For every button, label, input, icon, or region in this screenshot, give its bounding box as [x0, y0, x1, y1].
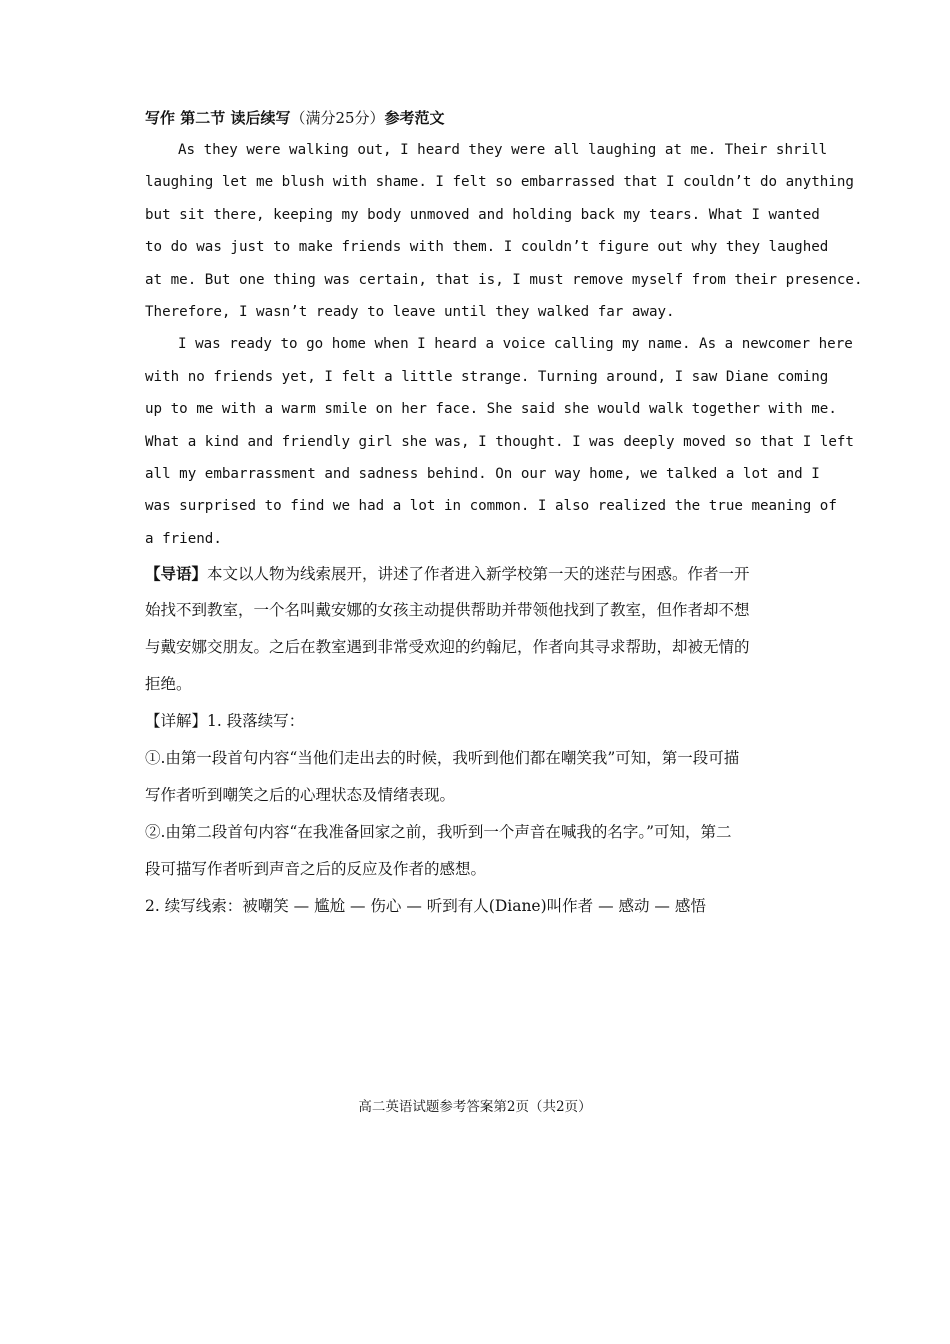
- guide-text: 本文以人物为线索展开，讲述了作者进入新学校第一天的迷茫与困惑。作者一开: [207, 565, 750, 584]
- section-title: [145, 108, 855, 128]
- essay-p1-line: laughing let me blush with shame. I felt so embarrassed that I couldn’t do anything: [145, 174, 854, 191]
- essay-p2-line: What a kind and friendly girl she was, I thought. I was deeply moved so that I left: [145, 433, 854, 450]
- details-line: 写作者听到嘲笑之后的心理状态及情绪表现。: [145, 786, 456, 805]
- essay-p2-line: a friend.: [145, 530, 222, 547]
- model-essay: [145, 134, 863, 555]
- document-body: [145, 108, 863, 925]
- guide-line: [145, 555, 855, 592]
- essay-p2-line: was surprised to find we had a lot in common. I also realized the true meaning of: [145, 498, 837, 515]
- page-footer: 高二英语试题参考答案第2页（共2页）: [358, 1099, 592, 1115]
- notes-section: [145, 555, 855, 925]
- guide-line: 拒绝。: [145, 675, 192, 694]
- guide-line: 始找不到教室，一个名叫戴安娜的女孩主动提供帮助并带领他找到了教室，但作者却不想: [145, 601, 750, 620]
- essay-p1-line: at me. But one thing was certain, that is, I must remove myself from their presence.: [145, 271, 863, 288]
- details-label: 【详解】: [145, 712, 208, 731]
- guide-line: 与戴安娜交朋友。之后在教室遇到非常受欢迎的约翰尼，作者向其寻求帮助，却被无情的: [145, 638, 750, 657]
- essay-p2-line: I was ready to go home when I heard a voice calling my name. As a newcomer here: [178, 336, 853, 353]
- essay-p1-line: but sit there, keeping my body unmoved and holding back my tears. What I wanted: [145, 206, 820, 223]
- details-line: 2. 续写线索：被嘲笑 — 尴尬 — 伤心 — 听到有人(Diane)叫作者 — 感动 — 感悟: [145, 897, 706, 916]
- essay-p2-line: with no friends yet, I felt a little strange. Turning around, I saw Diane coming: [145, 368, 829, 385]
- details-line: ①.由第一段首句内容“当他们走出去的时候，我听到他们都在嘲笑我”可知，第一段可描: [145, 749, 740, 768]
- details-heading: [145, 703, 855, 740]
- essay-p2-line: up to me with a warm smile on her face. She said she would walk together with me.: [145, 401, 837, 418]
- details-line: ②.由第二段首句内容“在我准备回家之前，我听到一个声音在喊我的名字。”可知，第二: [145, 823, 732, 842]
- essay-p1-line: As they were walking out, I heard they were all laughing at me. Their shrill: [178, 142, 828, 158]
- section-title-suffix: 参考范文: [384, 109, 445, 127]
- essay-p1-line: to do was just to make friends with them. I couldn’t figure out why they laughed: [145, 239, 829, 256]
- essay-p1-line: Therefore, I wasn’t ready to leave until they walked far away.: [145, 303, 675, 320]
- section-title-score: （满分25分）: [290, 109, 385, 127]
- section-title-main: 写作 第二节 读后续写: [145, 109, 291, 127]
- details-heading-text: 1. 段落续写：: [207, 712, 305, 731]
- essay-p2-line: all my embarrassment and sadness behind. On our way home, we talked a lot and I: [145, 465, 820, 482]
- details-line: 段可描写作者听到声音之后的反应及作者的感想。: [145, 860, 487, 879]
- guide-label: 【导语】: [145, 564, 208, 584]
